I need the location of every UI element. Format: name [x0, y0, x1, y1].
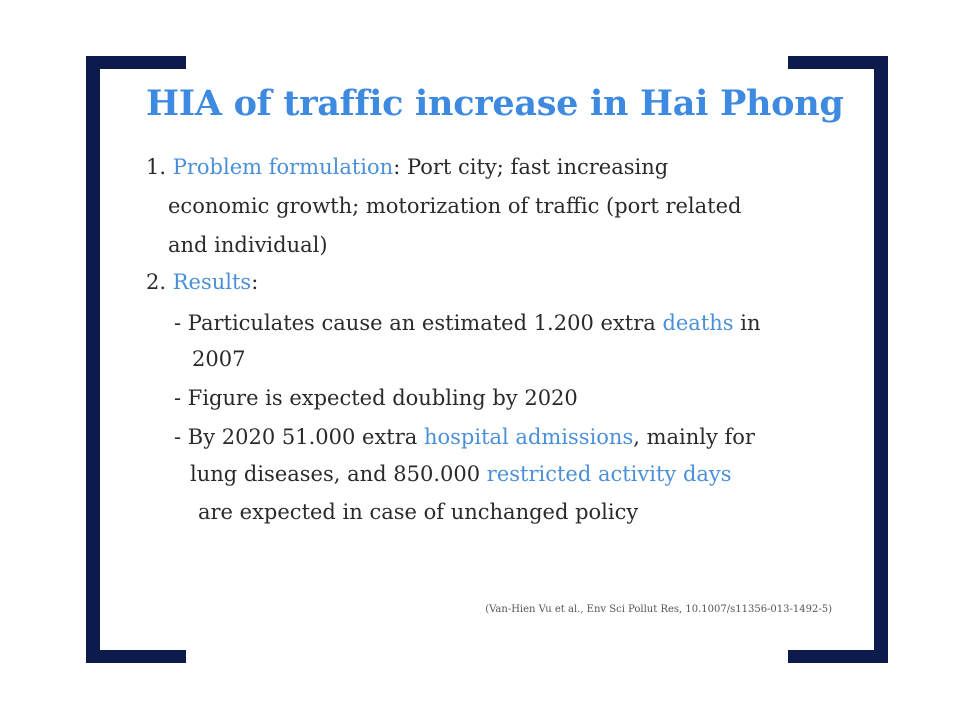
- bullet-1-text-after: in: [733, 311, 761, 335]
- right-bracket-vertical: [874, 56, 888, 663]
- item-1-heading: Problem formulation: [172, 155, 394, 179]
- item-1-line-2: economic growth; motorization of traffic (port related: [168, 194, 742, 218]
- item-2-colon: :: [251, 270, 259, 294]
- bullet-3-line-2-before: lung diseases, and 850.000: [190, 462, 487, 486]
- bullet-3-highlight-1: hospital admissions: [423, 425, 634, 449]
- slide-title: HIA of traffic increase in Hai Phong: [146, 83, 844, 124]
- bullet-2: - Figure is expected doubling by 2020: [174, 386, 578, 410]
- item-2-heading: Results: [172, 270, 252, 294]
- item-2-line: [146, 264, 258, 301]
- bullet-1-text-before: - Particulates cause an estimated 1.200 extra: [174, 311, 663, 335]
- bullet-1-line-1: [174, 305, 761, 342]
- right-bracket-bottom: [788, 650, 888, 663]
- citation: (Van-Hien Vu et al., Env Sci Pollut Res, 10.1007/s11356-013-1492-5): [485, 604, 832, 615]
- left-bracket-vertical: [86, 56, 100, 663]
- bullet-3-line-2: [190, 456, 732, 493]
- item-1-colon: :: [393, 155, 401, 179]
- left-bracket-top: [86, 56, 186, 69]
- bullet-1-line-2: 2007: [192, 347, 246, 371]
- item-1-line-1: [146, 149, 668, 186]
- item-1-text-line-1: Port city; fast increasing: [400, 155, 669, 179]
- bullet-3-line-3: are expected in case of unchanged policy: [198, 500, 639, 524]
- item-2-number: 2.: [146, 270, 167, 294]
- bullet-3-text-mid: , mainly for: [633, 425, 755, 449]
- left-bracket-bottom: [86, 650, 186, 663]
- bullet-3-line-1: [174, 419, 755, 456]
- item-1-line-3: and individual): [168, 233, 328, 257]
- bullet-1-highlight: deaths: [662, 311, 734, 335]
- bullet-3-highlight-2: restricted activity days: [486, 462, 732, 486]
- item-1-number: 1.: [146, 155, 167, 179]
- right-bracket-top: [788, 56, 888, 69]
- bullet-3-text-before: - By 2020 51.000 extra: [174, 425, 424, 449]
